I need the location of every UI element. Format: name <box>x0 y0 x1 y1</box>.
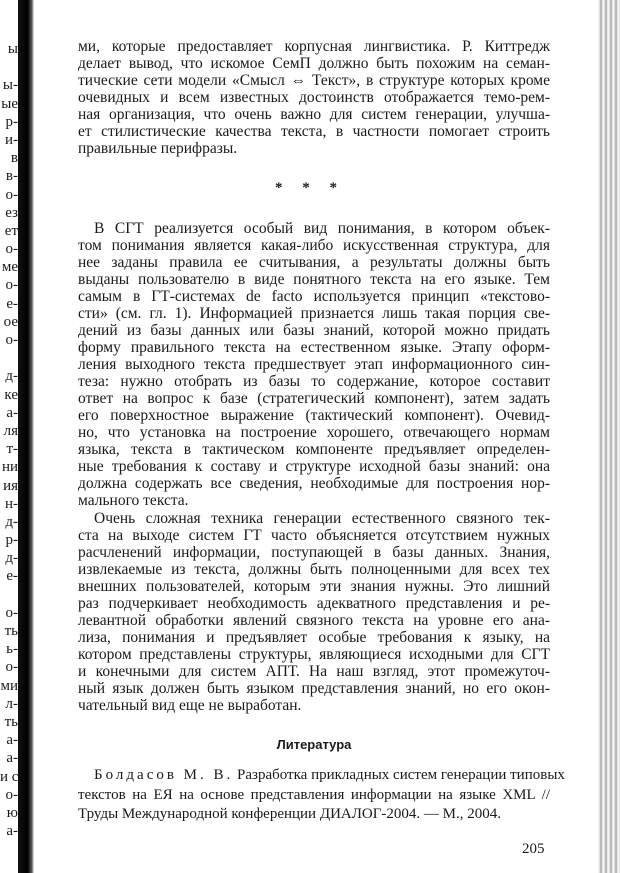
text-line: ления выходного текста предшествует этап информационного син- <box>78 356 550 373</box>
text-line: В СГТ реализуется особый вид понимания, в котором объек- <box>94 220 550 237</box>
scan-page-edge <box>598 0 620 873</box>
gutter-fragment: ы <box>7 41 18 57</box>
gutter-fragment: е- <box>6 568 18 585</box>
gutter-fragment: ме <box>1 259 18 276</box>
text-line: том понимания является какая-либо искусственная структура, для <box>78 237 550 254</box>
gutter-fragment: и с <box>0 768 18 785</box>
gutter-fragment: о- <box>5 241 18 258</box>
text-line: мального текста. <box>78 492 189 509</box>
text-line: раз подчеркивает необходимость адекватного представления и ре- <box>78 595 550 612</box>
text-line: внешних пользователей, которым эти знания нужны. Это лишний <box>78 578 550 595</box>
references-heading: Литература <box>276 737 352 752</box>
text-line: нее заданы правила ее считывания, а результаты должны быть <box>78 254 550 271</box>
gutter-fragment: е- <box>6 295 18 312</box>
gutter-fragment: и- <box>4 131 18 148</box>
gutter-fragment: в <box>10 150 18 167</box>
gutter-fragment: ы- <box>2 77 18 94</box>
text-line: ми, которые предоставляет корпусная лингвистика. Р. Киттредж <box>78 38 550 55</box>
gutter-fragment: н- <box>4 495 18 512</box>
reference-author: Болдасов М. В. <box>94 767 234 783</box>
reference-line-2: текстов на ЕЯ на основе представления информации на языке XML // <box>78 786 550 803</box>
gutter-fragment: а- <box>6 823 18 840</box>
gutter-fragment: о- <box>5 786 18 803</box>
text-line: ет стилистические качества текста, в частности помогает строить <box>78 123 550 140</box>
gutter-fragment: ет <box>4 222 18 239</box>
gutter-fragment: т- <box>6 441 18 458</box>
gutter-fragment: д- <box>5 513 18 530</box>
text-line: левантной обработки явлений связного текста на уровне его ана- <box>78 612 550 629</box>
text-line: дений из базы данных или базы знаний, которой можно придать <box>78 322 550 339</box>
text-line: и конечными для систем АПТ. На наш взгляд, этот промежуточ- <box>78 663 550 680</box>
gutter-fragment: а- <box>6 404 18 421</box>
text-line: ная организация, что очень важно для систем генерации, улучша- <box>78 106 550 123</box>
reference-title-line-1: Разработка прикладных систем генерации типовых <box>237 767 565 783</box>
text-line: очевидных и всем известных достоинств отображается темо-рем- <box>78 89 550 106</box>
gutter-fragment: о- <box>5 659 18 676</box>
text-line: но, что установка на построение хорошего, отвечающего нормам <box>78 424 550 441</box>
gutter-fragment <box>0 586 18 604</box>
text-line: расчленений информации, поступающей в базы данных. Знания, <box>78 544 550 561</box>
text-line: теза: нужно отобрать из базы то содержание, которое составит <box>78 373 550 390</box>
page-number: 205 <box>522 841 545 857</box>
text-line: сти» (см. гл. 1). Информацией признается лишь такая порция све- <box>78 305 550 322</box>
gutter-fragment: ю <box>6 804 18 821</box>
gutter-fragment: ия <box>3 477 18 494</box>
text-line: лиза, понимания и предъявляет особые требования к языку, на <box>78 629 550 646</box>
gutter-fragment: д- <box>5 368 18 385</box>
text-line: делает вывод, что искомое СемП должно быть похожим на семан- <box>78 55 550 72</box>
gutter-fragment: о- <box>5 277 18 294</box>
text-line: ста на выходе систем ГТ часто объясняется отсутствием нужных <box>78 527 550 544</box>
text-line: самым в ГТ-системах de facto используется принцип «текстово- <box>78 288 550 305</box>
gutter-fragment: ми <box>0 677 18 694</box>
gutter-fragment: ое <box>3 313 18 330</box>
text-line: Очень сложная техника генерации естественного связного тек- <box>94 510 550 527</box>
gutter-fragment: а- <box>6 732 18 749</box>
gutter-fragment: ез <box>5 204 18 221</box>
reference-line-3: Труды Международной конференции ДИАЛОГ-2004. — М., 2004. <box>78 806 501 822</box>
gutter-fragment <box>0 58 18 76</box>
gutter-fragment: л- <box>5 695 18 712</box>
gutter-fragment: о- <box>5 604 18 621</box>
gutter-fragment: ть <box>4 623 18 639</box>
paragraph-3 <box>78 510 550 714</box>
text-line: его поверхностное выражение (тактический компонент). Очевид- <box>78 407 550 424</box>
text-line: котором представлены структуры, являющиеся исходными для СГТ <box>78 646 550 663</box>
text-line: ответ на вопрос к базе (стратегический компонент), затем задать <box>78 390 550 407</box>
gutter-fragment: в- <box>5 168 18 185</box>
reference-entry <box>78 766 565 825</box>
section-separator: * * * <box>275 180 345 196</box>
text-line: тические сети модели «Смысл ⇔ Текст», в структуре которых кроме <box>78 72 550 89</box>
text-line: правильные перифразы. <box>78 140 238 157</box>
paragraph-2 <box>78 220 550 509</box>
gutter-fragment: ля <box>3 422 18 439</box>
text-line: ный язык должен быть языком представления знаний, но его окон- <box>78 680 550 697</box>
gutter-fragment: ые <box>1 95 18 112</box>
gutter-fragment: о- <box>5 186 18 203</box>
gutter-fragment: а- <box>6 750 18 767</box>
text-line: языка, текста в тактическом компоненте предъявляет определен- <box>78 441 550 458</box>
scan-gutter-shadow <box>18 0 34 873</box>
gutter-fragment: о- <box>5 332 18 348</box>
gutter-fragment: ке <box>4 386 18 403</box>
text-line: выданы пользователю в виде понятного текста на его языке. Тем <box>78 271 550 288</box>
paragraph-1 <box>78 38 550 157</box>
gutter-fragment <box>0 349 18 367</box>
adjacent-page-fragments <box>0 40 18 865</box>
gutter-fragment: ть <box>4 713 18 730</box>
gutter-fragment: ь- <box>6 641 18 658</box>
gutter-fragment: р- <box>5 532 18 549</box>
gutter-fragment: ни <box>1 459 18 476</box>
text-line: извлекаемые из текста, должны быть полноценными для всех тех <box>78 561 550 578</box>
text-line: форму правильного текста на естественном языке. Этапу оформ- <box>78 339 550 356</box>
text-line: чательный вид еще не выработан. <box>78 697 302 714</box>
gutter-fragment: р- <box>5 113 18 130</box>
text-line: ные требования к составу и структуре исходной базы знаний: она <box>78 458 550 475</box>
text-line: должна содержать все сведения, необходимые для построения нор- <box>78 475 550 492</box>
gutter-fragment: д- <box>5 550 18 567</box>
